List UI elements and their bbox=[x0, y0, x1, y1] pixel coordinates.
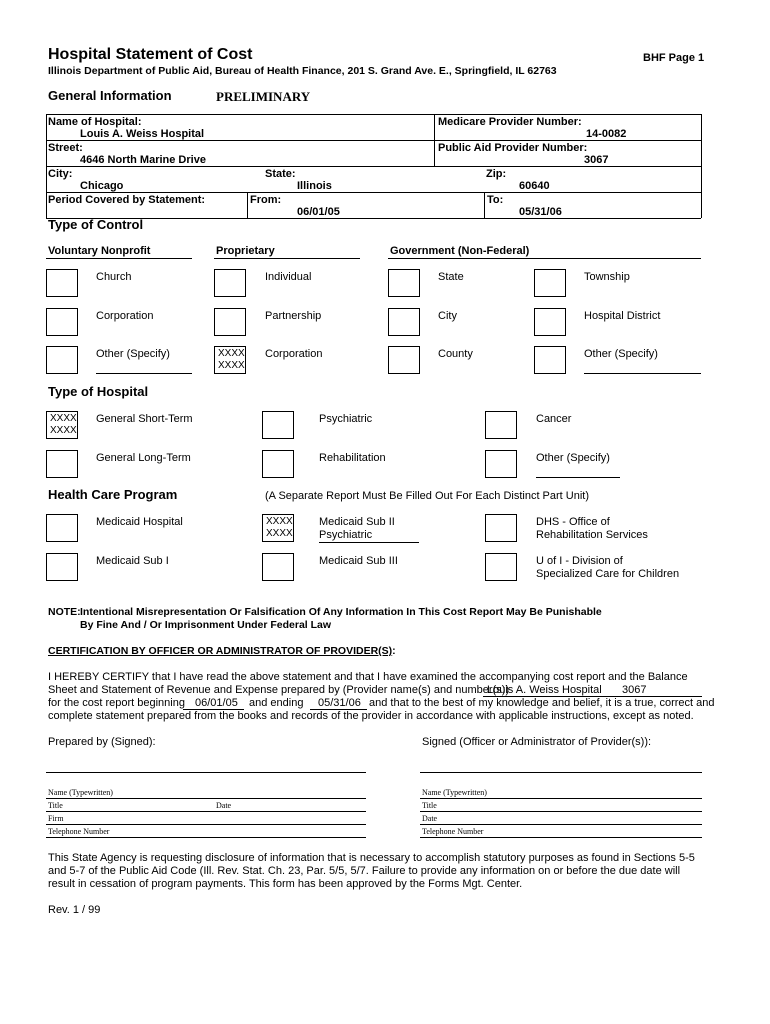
rehabilitation-checkbox[interactable] bbox=[262, 450, 294, 478]
uofi-checkbox[interactable] bbox=[485, 553, 517, 581]
medicaid-sub1-checkbox[interactable] bbox=[46, 553, 78, 581]
corporation-proprietary-label: Corporation bbox=[265, 348, 323, 360]
individual-label: Individual bbox=[265, 271, 312, 283]
to-label: To: bbox=[487, 194, 504, 206]
name-typewritten-label-left: Name (Typewritten) bbox=[48, 788, 113, 797]
certification-line-3b: and ending bbox=[249, 697, 304, 709]
street-label: Street: bbox=[48, 142, 83, 154]
county-label: County bbox=[438, 348, 473, 360]
certification-heading-text: CERTIFICATION BY OFFICER OR ADMINISTRATOR OF PROVIDER(S) bbox=[48, 645, 393, 657]
psychiatric-checkbox[interactable] bbox=[262, 411, 294, 439]
corporation-proprietary-checkbox[interactable]: XXXX XXXX bbox=[214, 346, 246, 374]
provider-number-value: 3067 bbox=[622, 684, 647, 696]
medicare-number-label: Medicare Provider Number: bbox=[438, 116, 582, 128]
provider-name-value: Louis A. Weiss Hospital bbox=[487, 684, 602, 696]
medicaid-sub3-label: Medicaid Sub III bbox=[319, 555, 398, 567]
other-government-label: Other (Specify) bbox=[584, 348, 658, 360]
end-date-value: 05/31/06 bbox=[318, 697, 361, 709]
street-value: 4646 North Marine Drive bbox=[80, 154, 206, 166]
proprietary-header: Proprietary bbox=[216, 245, 275, 257]
township-checkbox[interactable] bbox=[534, 269, 566, 297]
other-hospital-checkbox[interactable] bbox=[485, 450, 517, 478]
dhs-label-2: Rehabilitation Services bbox=[536, 529, 648, 541]
disclosure-line-3: result in cessation of program payments. This form has been approved by the Forms Mgt. Center. bbox=[48, 878, 523, 890]
other-nonprofit-checkbox[interactable] bbox=[46, 346, 78, 374]
state-label: State: bbox=[265, 168, 296, 180]
voluntary-nonprofit-header: Voluntary Nonprofit bbox=[48, 245, 151, 257]
certification-line-1: I HEREBY CERTIFY that I have read the above statement and that I have examined the accompanying cost report and the Balance bbox=[48, 671, 688, 683]
city-control-label: City bbox=[438, 310, 457, 322]
cancer-checkbox[interactable] bbox=[485, 411, 517, 439]
disclosure-line-1: This State Agency is requesting disclosure of information that is necessary to accomplish statutory purposes as found in Sections 5-5 bbox=[48, 852, 695, 864]
corporation-nonprofit-label: Corporation bbox=[96, 310, 154, 322]
psychiatric-label: Psychiatric bbox=[319, 413, 373, 425]
preliminary-stamp: PRELIMINARY bbox=[216, 89, 311, 104]
public-aid-number-value: 3067 bbox=[584, 154, 609, 166]
type-of-control-heading: Type of Control bbox=[48, 217, 144, 232]
county-checkbox[interactable] bbox=[388, 346, 420, 374]
other-nonprofit-label: Other (Specify) bbox=[96, 348, 170, 360]
medicaid-sub2-checkbox[interactable]: XXXX XXXX bbox=[262, 514, 294, 542]
medicaid-sub2-label: Medicaid Sub II bbox=[319, 516, 395, 528]
hospital-name-label: Name of Hospital: bbox=[48, 116, 142, 128]
from-value: 06/01/05 bbox=[297, 206, 340, 218]
corporation-nonprofit-checkbox[interactable] bbox=[46, 308, 78, 336]
health-care-program-heading: Health Care Program bbox=[48, 487, 178, 502]
telephone-label-left: Telephone Number bbox=[48, 827, 110, 836]
church-label: Church bbox=[96, 271, 132, 283]
note-line-1: Intentional Misrepresentation Or Falsification Of Any Information In This Cost Report May Be Punishable bbox=[80, 606, 602, 618]
other-hospital-label: Other (Specify) bbox=[536, 452, 610, 464]
hospital-name-value: Louis A. Weiss Hospital bbox=[80, 128, 205, 140]
certification-line-2: Sheet and Statement of Revenue and Expense prepared by (Provider name(s) and number(s)) bbox=[48, 684, 510, 696]
certification-line-3a: for the cost report beginning bbox=[48, 697, 185, 709]
hospital-district-label: Hospital District bbox=[584, 310, 661, 322]
general-short-term-label: General Short-Term bbox=[96, 413, 193, 425]
dhs-checkbox[interactable] bbox=[485, 514, 517, 542]
date-label-right: Date bbox=[422, 814, 438, 823]
certification-heading-colon: : bbox=[392, 645, 396, 657]
medicare-number-value: 14-0082 bbox=[586, 128, 627, 140]
medicaid-sub3-checkbox[interactable] bbox=[262, 553, 294, 581]
title-label-right: Title bbox=[422, 801, 437, 810]
partnership-checkbox[interactable] bbox=[214, 308, 246, 336]
prepared-by-label: Prepared by (Signed): bbox=[48, 736, 156, 748]
signed-by-label: Signed (Officer or Administrator of Provider(s)): bbox=[422, 736, 652, 748]
disclosure-line-2: and 5-7 of the Public Aid Code (Ill. Rev. Stat. Ch. 23, Par. 5/5, 5/7. Failure to provide any information on or before the due date will bbox=[48, 865, 681, 877]
general-long-term-label: General Long-Term bbox=[96, 452, 191, 464]
prepared-by-signature-line[interactable] bbox=[46, 772, 366, 773]
form-title: Hospital Statement of Cost bbox=[48, 46, 253, 63]
firm-label: Firm bbox=[48, 814, 64, 823]
certification-line-3c: and that to the best of my knowledge and belief, it is a true, correct and bbox=[369, 697, 715, 709]
revision-label: Rev. 1 / 99 bbox=[48, 904, 101, 916]
type-of-hospital-heading: Type of Hospital bbox=[48, 384, 149, 399]
officer-signature-line[interactable] bbox=[420, 772, 702, 773]
title-label-left: Title bbox=[48, 801, 63, 810]
from-label: From: bbox=[250, 194, 282, 206]
medicaid-sub2-detail: Psychiatric bbox=[319, 529, 373, 541]
certification-line-4: complete statement prepared from the books and records of the provider in accordance with applicable instructions, except as noted. bbox=[48, 710, 694, 722]
uofi-label-2: Specialized Care for Children bbox=[536, 568, 680, 580]
general-short-term-checkbox[interactable]: XXXX XXXX bbox=[46, 411, 78, 439]
general-info-heading: General Information bbox=[48, 88, 172, 103]
hospital-district-checkbox[interactable] bbox=[534, 308, 566, 336]
state-value: Illinois bbox=[297, 180, 332, 192]
medicaid-hospital-checkbox[interactable] bbox=[46, 514, 78, 542]
public-aid-number-label: Public Aid Provider Number: bbox=[438, 142, 588, 154]
state-checkbox[interactable] bbox=[388, 269, 420, 297]
period-label: Period Covered by Statement: bbox=[48, 194, 206, 206]
church-checkbox[interactable] bbox=[46, 269, 78, 297]
zip-label: Zip: bbox=[486, 168, 507, 180]
note-label: NOTE: bbox=[48, 606, 81, 618]
note-line-2: By Fine And / Or Imprisonment Under Federal Law bbox=[80, 619, 332, 631]
date-label-left: Date bbox=[216, 801, 232, 810]
government-header: Government (Non-Federal) bbox=[390, 245, 530, 257]
distinct-part-note: (A Separate Report Must Be Filled Out For Each Distinct Part Unit) bbox=[265, 490, 590, 502]
rehabilitation-label: Rehabilitation bbox=[319, 452, 386, 464]
zip-value: 60640 bbox=[519, 180, 550, 192]
dhs-label: DHS - Office of bbox=[536, 516, 610, 528]
uofi-label: U of I - Division of bbox=[536, 555, 623, 567]
other-government-checkbox[interactable] bbox=[534, 346, 566, 374]
township-label: Township bbox=[584, 271, 630, 283]
begin-date-value: 06/01/05 bbox=[195, 697, 238, 709]
state-control-label: State bbox=[438, 271, 464, 283]
city-value: Chicago bbox=[80, 180, 124, 192]
city-checkbox[interactable] bbox=[388, 308, 420, 336]
general-long-term-checkbox[interactable] bbox=[46, 450, 78, 478]
cancer-label: Cancer bbox=[536, 413, 572, 425]
individual-checkbox[interactable] bbox=[214, 269, 246, 297]
page-label: BHF Page 1 bbox=[643, 52, 705, 64]
partnership-label: Partnership bbox=[265, 310, 322, 322]
telephone-label-right: Telephone Number bbox=[422, 827, 484, 836]
city-label: City: bbox=[48, 168, 73, 180]
medicaid-hospital-label: Medicaid Hospital bbox=[96, 516, 183, 528]
name-typewritten-label-right: Name (Typewritten) bbox=[422, 788, 487, 797]
medicaid-sub1-label: Medicaid Sub I bbox=[96, 555, 169, 567]
form-subtitle: Illinois Department of Public Aid, Bureau of Health Finance, 201 S. Grand Ave. E., Springfield, IL 62763 bbox=[48, 65, 557, 77]
to-value: 05/31/06 bbox=[519, 206, 562, 218]
certification-heading bbox=[48, 645, 396, 657]
